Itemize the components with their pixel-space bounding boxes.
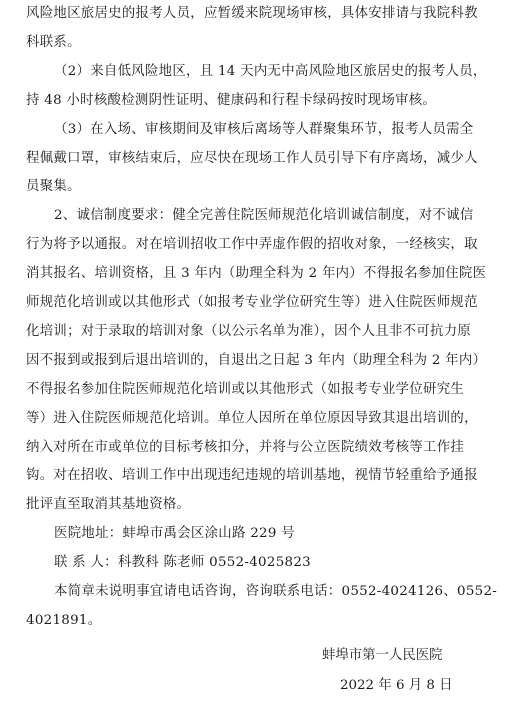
text-line: 行为将予以通报。对在培训招收工作中弄虚作假的招收对象，一经核实，取: [26, 237, 478, 253]
text-line: 师规范化培训或以其他形式（如报考专业学位研究生等）进入住院医师规范: [26, 295, 478, 310]
contact-person: 联 系 人：科教科 陈老师 0552-4025823: [54, 555, 311, 571]
text-line: 钩。对在招收、培训工作中出现违纪违规的培训基地，视情节轻重给予通报: [26, 468, 478, 484]
text-line: 科联系。: [26, 34, 81, 50]
signature-organization: 蚌埠市第一人民医院: [322, 648, 443, 663]
text-line: 2、诚信制度要求：健全完善住院医师规范化培训诚信制度，对不诚信: [54, 208, 474, 224]
text-line: 化培训；对于录取的培训对象（以公示名单为准），因个人且非不可抗力原: [26, 323, 472, 339]
text-line: （3）在入场、审核期间及审核后离场等人群聚集环节，报考人员需全: [54, 121, 474, 137]
text-line: 程佩戴口罩，审核结束后，应尽快在现场工作人员引导下有序离场，减少人: [26, 150, 478, 166]
text-line: 消其报名、培训资格，且 3 年内（助理全科为 2 年内）不得报名参加住院医: [26, 266, 487, 282]
text-line: 批评直至取消其基地资格。: [26, 497, 191, 513]
text-line: 风险地区旅居史的报考人员，应暂缓来院现场审核，具体安排请与我院科教: [26, 6, 478, 21]
hospital-address: 医院地址：蚌埠市禹会区涂山路 229 号: [54, 526, 295, 542]
text-line: 持 48 小时核酸检测阴性证明、健康码和行程卡绿码按时现场审核。: [26, 92, 437, 108]
inquiry-phone: 本简章未说明事宜请电话咨询，咨询联系电话：0552-4024126、0552-: [54, 584, 498, 599]
text-line: 因不报到或报到后退出培训的，自退出之日起 3 年内（助理全科为 2 年内）: [26, 352, 487, 368]
text-line: 等）进入住院医师规范化培训。单位人因所在单位原因导致其退出培训的，: [26, 410, 478, 426]
text-line: （2）来自低风险地区，且 14 天内无中高风险地区旅居史的报考人员，: [54, 63, 487, 79]
inquiry-phone-continued: 4021891。: [26, 612, 102, 628]
text-line: 员聚集。: [26, 179, 81, 195]
text-line: 纳入对所在市或单位的目标考核扣分，并将与公立医院绩效考核等工作挂: [26, 439, 465, 455]
signature-date: 2022 年 6 月 8 日: [340, 678, 453, 693]
text-line: 不得报名参加住院医师规范化培训或以其他形式（如报考专业学位研究生: [26, 381, 465, 397]
